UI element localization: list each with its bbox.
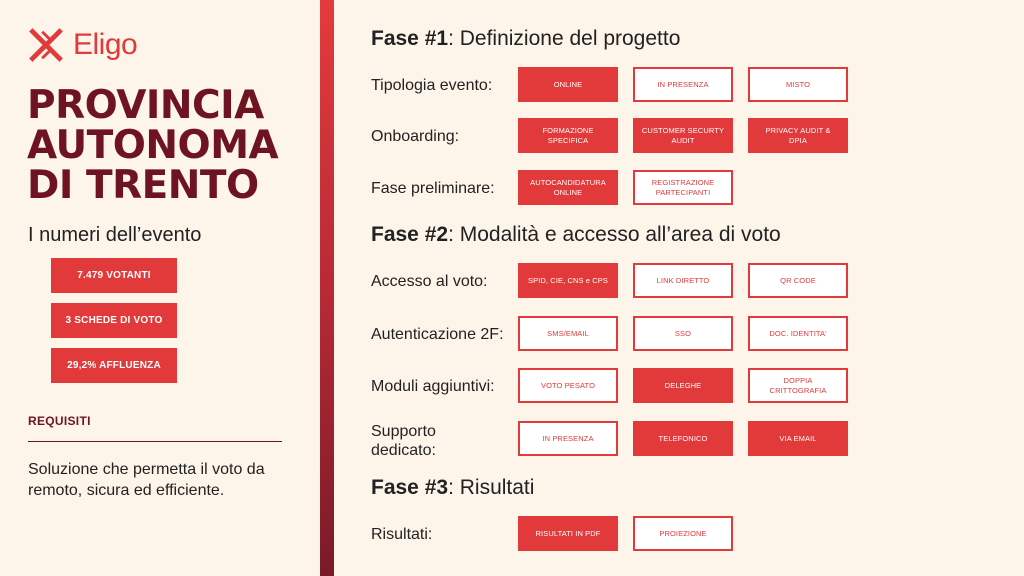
option-formazione-specifica[interactable]: FORMAZIONE SPECIFICA (518, 118, 618, 153)
option-proiezione[interactable]: PROIEZIONE (633, 516, 733, 551)
phase-1-title: : Definizione del progetto (448, 27, 681, 50)
phase-3-title: : Risultati (448, 476, 535, 499)
option-autocandidatura-online[interactable]: AUTOCANDIDATURA ONLINE (518, 170, 618, 205)
option-doppia-crittografia[interactable]: DOPPIA CRITTOGRAFIA (748, 368, 848, 403)
left-panel (0, 0, 320, 576)
option-via-email[interactable]: VIA EMAIL (748, 421, 848, 456)
eligo-x-icon (27, 26, 65, 64)
option-link-diretto[interactable]: LINK DIRETTO (633, 263, 733, 298)
stat-ballots: 3 SCHEDE DI VOTO (51, 303, 177, 338)
option-registrazione-partecipanti[interactable]: REGISTRAZIONE PARTECIPANTI (633, 170, 733, 205)
brand-name: Eligo (73, 28, 138, 61)
row-label-results: Risultati: (371, 526, 433, 543)
phase-1-number: Fase #1 (371, 27, 449, 50)
requirements-title: REQUISITI (28, 414, 91, 428)
stat-turnout: 29,2% AFFLUENZA (51, 348, 177, 383)
option-spid-cie-cns-cps[interactable]: SPID, CIE, CNS e CPS (518, 263, 618, 298)
event-numbers-subtitle: I numeri dell’evento (28, 224, 202, 246)
title-line-1: PROVINCIA (27, 83, 264, 128)
option-voto-pesato[interactable]: VOTO PESATO (518, 368, 618, 403)
option-deleghe[interactable]: DELEGHE (633, 368, 733, 403)
row-label-modules: Moduli aggiuntivi: (371, 378, 495, 395)
option-telefonico[interactable]: TELEFONICO (633, 421, 733, 456)
option-sso[interactable]: SSO (633, 316, 733, 351)
row-label-2fa: Autenticazione 2F: (371, 326, 504, 343)
row-label-support: Supporto dedicato: (371, 423, 436, 459)
requirements-text: Soluzione che permetta il voto da remoto, sicura ed efficiente. (28, 461, 265, 499)
option-doc-identita[interactable]: DOC. IDENTITA' (748, 316, 848, 351)
organization-title (27, 83, 317, 208)
phase-2-number: Fase #2 (371, 223, 449, 246)
phase-3-heading (371, 476, 534, 500)
row-label-event-type: Tipologia evento: (371, 77, 493, 94)
divider-stripe (320, 0, 334, 576)
option-support-in-presenza[interactable]: IN PRESENZA (518, 421, 618, 456)
row-label-preliminary: Fase preliminare: (371, 180, 495, 197)
title-line-2: AUTONOMA (27, 123, 279, 168)
phase-3-number: Fase #3 (371, 476, 449, 499)
eligo-logo (27, 26, 137, 64)
row-label-onboarding: Onboarding: (371, 128, 460, 145)
title-line-3: DI TRENTO (27, 163, 259, 208)
phase-2-title: : Modalità e accesso all’area di voto (448, 223, 781, 246)
phase-2-heading (371, 223, 781, 247)
option-customer-security-audit[interactable]: CUSTOMER SECURTY AUDIT (633, 118, 733, 153)
option-privacy-audit-dpia[interactable]: PRIVACY AUDIT & DPIA (748, 118, 848, 153)
phase-1-heading (371, 27, 680, 51)
option-qr-code[interactable]: QR CODE (748, 263, 848, 298)
option-in-presenza[interactable]: IN PRESENZA (633, 67, 733, 102)
stat-voters: 7.479 VOTANTI (51, 258, 177, 293)
row-label-vote-access: Accesso al voto: (371, 273, 488, 290)
option-online[interactable]: ONLINE (518, 67, 618, 102)
option-misto[interactable]: MISTO (748, 67, 848, 102)
option-sms-email[interactable]: SMS/EMAIL (518, 316, 618, 351)
option-risultati-pdf[interactable]: RISULTATI IN PDF (518, 516, 618, 551)
requirements-divider (28, 441, 282, 442)
